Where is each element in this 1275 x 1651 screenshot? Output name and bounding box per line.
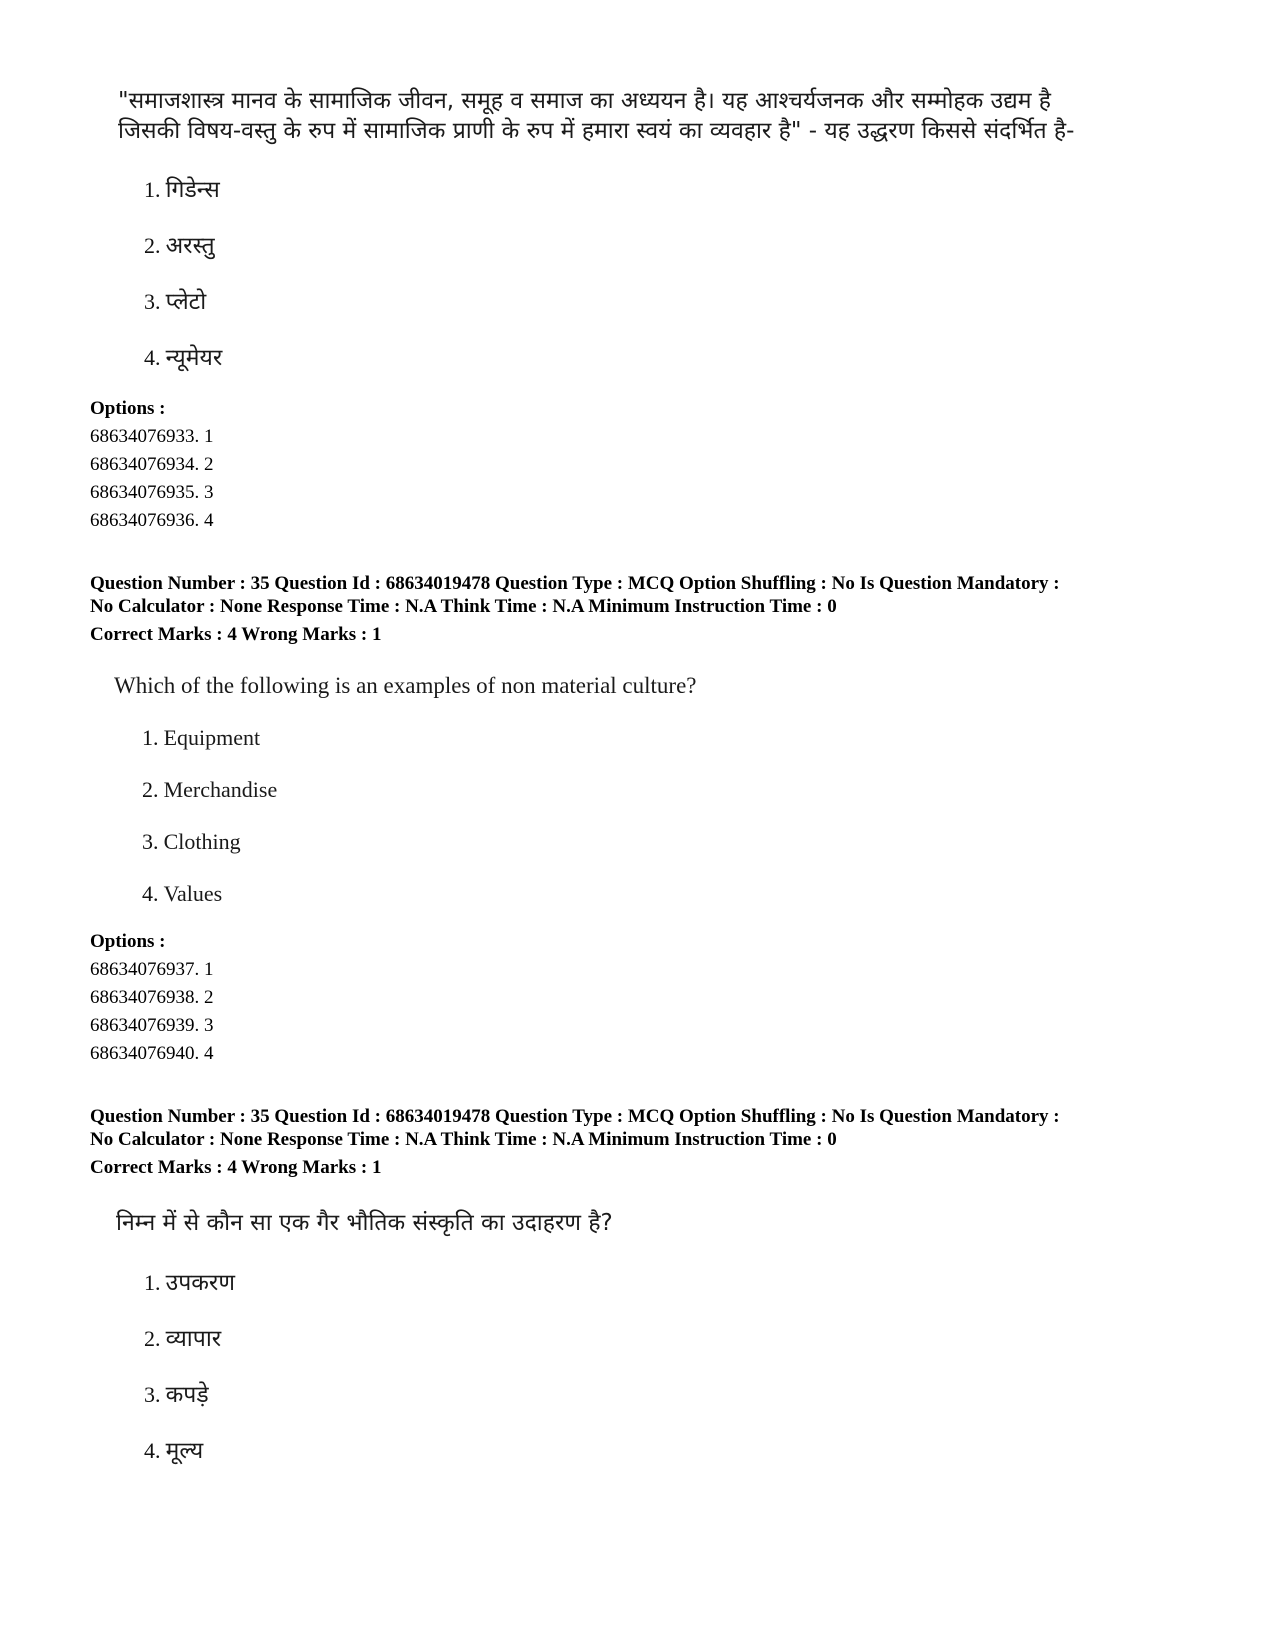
choice-number: 1. bbox=[144, 177, 161, 202]
choice-number: 4. bbox=[142, 881, 159, 906]
option-id-row: 68634076933. 1 bbox=[90, 426, 214, 447]
choice-item bbox=[142, 725, 260, 751]
choice-text: Merchandise bbox=[163, 777, 278, 802]
option-id-row: 68634076935. 3 bbox=[90, 482, 214, 503]
choice-text: उपकरण bbox=[165, 1270, 235, 1296]
choice-text: अरस्तु bbox=[165, 233, 215, 259]
choice-text: गिडेन्स bbox=[165, 177, 220, 203]
choice-text: Equipment bbox=[163, 725, 261, 750]
question-meta-line: No Calculator : None Response Time : N.A Think Time : N.A Minimum Instruction Time : 0 bbox=[90, 596, 837, 617]
choice-text: न्यूमेयर bbox=[165, 345, 223, 371]
options-label: Options : bbox=[90, 931, 166, 952]
option-id-row: 68634076937. 1 bbox=[90, 959, 214, 980]
question-meta-line: Question Number : 35 Question Id : 68634019478 Question Type : MCQ Option Shuffling : No Is Question Mandatory : bbox=[90, 1106, 1060, 1127]
choice-text: Values bbox=[163, 881, 223, 906]
choice-text: कपड़े bbox=[165, 1382, 209, 1408]
choice-number: 1. bbox=[144, 1270, 161, 1295]
choice-item bbox=[144, 172, 220, 204]
question-stem: निम्न में से कौन सा एक गैर भौतिक संस्कृति का उदाहरण है? bbox=[116, 1210, 613, 1236]
option-id-row: 68634076940. 4 bbox=[90, 1043, 214, 1064]
choice-text: प्लेटो bbox=[165, 289, 207, 315]
choice-item bbox=[144, 1433, 203, 1465]
choice-number: 3. bbox=[142, 829, 159, 854]
option-id-row: 68634076936. 4 bbox=[90, 510, 214, 531]
options-label: Options : bbox=[90, 398, 166, 419]
question-meta-line: No Calculator : None Response Time : N.A Think Time : N.A Minimum Instruction Time : 0 bbox=[90, 1129, 837, 1150]
question-meta-line: Question Number : 35 Question Id : 68634019478 Question Type : MCQ Option Shuffling : No Is Question Mandatory : bbox=[90, 573, 1060, 594]
choice-number: 4. bbox=[144, 1438, 161, 1463]
choice-item bbox=[144, 228, 215, 260]
question-marks: Correct Marks : 4 Wrong Marks : 1 bbox=[90, 1157, 382, 1178]
choice-item bbox=[144, 1265, 235, 1297]
choice-item bbox=[144, 1377, 209, 1409]
choice-item bbox=[144, 340, 222, 372]
option-id-row: 68634076934. 2 bbox=[90, 454, 214, 475]
option-id-row: 68634076939. 3 bbox=[90, 1015, 214, 1036]
choice-number: 1. bbox=[142, 725, 159, 750]
choice-item bbox=[142, 829, 241, 855]
choice-item bbox=[142, 777, 277, 803]
question-stem-line: जिसकी विषय-वस्तु के रुप में सामाजिक प्राणी के रुप में हमारा स्वयं का व्यवहार है" - यह उद्धरण किससे संदर्भित है- bbox=[118, 118, 1075, 144]
choice-item bbox=[142, 881, 222, 907]
choice-number: 2. bbox=[144, 233, 161, 258]
choice-number: 3. bbox=[144, 289, 161, 314]
choice-item bbox=[144, 1321, 221, 1353]
choice-item bbox=[144, 284, 206, 316]
question-stem: Which of the following is an examples of non material culture? bbox=[114, 673, 697, 698]
choice-text: मूल्य bbox=[165, 1438, 204, 1464]
choice-number: 2. bbox=[142, 777, 159, 802]
question-marks: Correct Marks : 4 Wrong Marks : 1 bbox=[90, 624, 382, 645]
option-id-row: 68634076938. 2 bbox=[90, 987, 214, 1008]
choice-number: 2. bbox=[144, 1326, 161, 1351]
question-stem-line: "समाजशास्त्र मानव के सामाजिक जीवन, समूह व समाज का अध्ययन है। यह आश्चर्यजनक और सम्मोहक उद्यम है bbox=[118, 88, 1051, 114]
choice-text: Clothing bbox=[163, 829, 241, 854]
choice-number: 3. bbox=[144, 1382, 161, 1407]
choice-text: व्यापार bbox=[165, 1326, 222, 1352]
choice-number: 4. bbox=[144, 345, 161, 370]
